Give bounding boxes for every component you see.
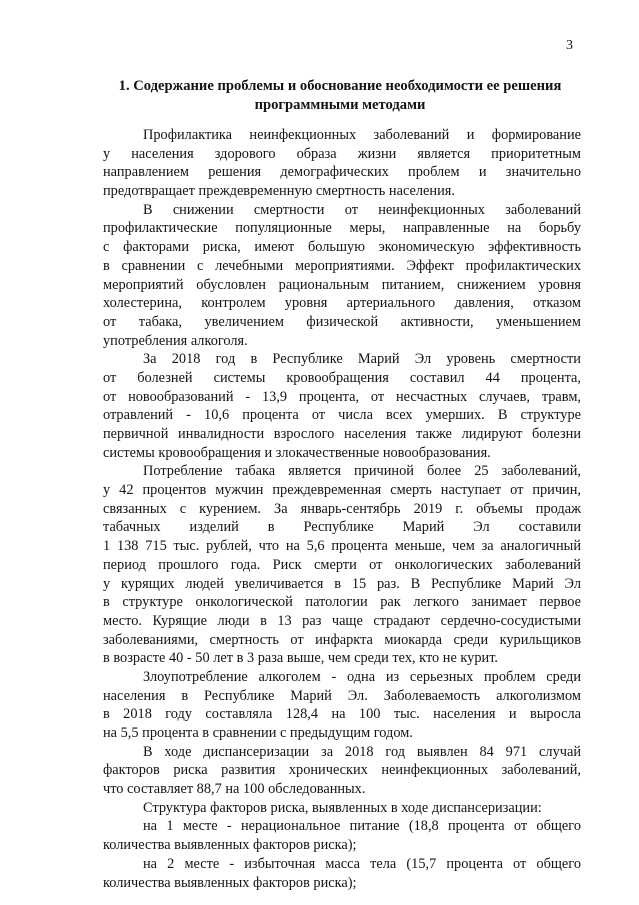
text-line: количества выявленных факторов риска); <box>103 874 357 891</box>
text-line: у 42 процентов мужчин преждевременная смерть наступает от причин, <box>103 482 581 499</box>
text-line: заболеваниями, смертность от инфаркта миокарда среди курильщиков <box>103 631 581 648</box>
text-line: употребления алкоголя. <box>103 332 248 349</box>
text-line: от табака, увеличением физической активности, уменьшением <box>103 313 581 330</box>
text-line: направлением решения демографических проблем и значительно <box>103 164 581 181</box>
text-line: в 2018 году составляла 128,4 на 100 тыс. населения и выросла <box>103 706 581 723</box>
section-title-line: программными методами <box>254 97 426 113</box>
text-line: системы кровообращения и злокачественные новообразования. <box>103 444 491 461</box>
text-line: Потребление табака является причиной более 25 заболеваний, <box>143 463 581 480</box>
text-line: в сравнении с лечебными мероприятиями. Эффект профилактических <box>103 257 581 274</box>
text-line: табачных изделий в Республике Марий Эл составили <box>103 519 581 536</box>
text-line: на 2 месте - избыточная масса тела (15,7 процента от общего <box>143 855 581 872</box>
text-line: холестерина, контролем уровня артериального давления, отказом <box>103 295 581 312</box>
text-line: у населения здорового образа жизни является приоритетным <box>103 145 581 162</box>
text-line: на 1 месте - нерациональное питание (18,8 процента от общего <box>143 818 581 835</box>
text-line: первичной инвалидности взрослого населения также лидируют болезни <box>103 426 581 442</box>
section-title <box>60 77 620 115</box>
text-line: За 2018 год в Республике Марий Эл уровень смертности <box>143 351 581 368</box>
text-line: что составляет 88,7 на 100 обследованных. <box>103 781 366 798</box>
page-number: 3 <box>566 38 573 53</box>
text-line: Структура факторов риска, выявленных в ходе диспансеризации: <box>143 799 542 816</box>
text-line: место. Курящие люди в 13 раз чаще страдают сердечно-сосудистыми <box>103 612 581 629</box>
text-line: связанных с курением. За январь-сентябрь 2019 г. объемы продаж <box>103 500 581 517</box>
body-text <box>103 126 581 892</box>
text-line: от болезней системы кровообращения составил 44 процента, <box>103 369 581 386</box>
text-line: на 5,5 процента в сравнении с предыдущим годом. <box>103 725 413 741</box>
text-line: населения в Республике Марий Эл. Заболеваемость алкоголизмом <box>103 687 581 704</box>
text-line: предотвращает преждевременную смертность населения. <box>103 183 455 200</box>
section-title-line: 1. Содержание проблемы и обоснование необходимости ее решения <box>118 78 562 94</box>
text-line: период прошлого года. Риск смерти от онкологических заболеваний <box>103 556 581 573</box>
text-line: факторов риска развития хронических неинфекционных заболеваний, <box>103 762 581 779</box>
text-line: Профилактика неинфекционных заболеваний и формирование <box>143 127 581 143</box>
text-line: от новообразований - 13,9 процента, от несчастных случаев, травм, <box>103 388 581 405</box>
text-line: у курящих людей увеличивается в 15 раз. В Республике Марий Эл <box>103 575 581 592</box>
text-line: Злоупотребление алкоголем - одна из серьезных проблем среди <box>143 668 581 685</box>
text-line: с факторами риска, имеют большую экономическую эффективность <box>103 239 581 256</box>
text-line: 1 138 715 тыс. рублей, что на 5,6 процента меньше, чем за аналогичный <box>103 538 581 555</box>
text-line: в возрасте 40 - 50 лет в 3 раза выше, чем среди тех, кто не курит. <box>103 650 498 667</box>
text-line: в структуре онкологической патологии рак легкого занимает первое <box>103 594 581 611</box>
text-line: мероприятий обусловлен рациональным питанием, снижением уровня <box>103 276 581 293</box>
text-line: отравлений - 10,6 процента от числа всех умерших. В структуре <box>103 407 581 424</box>
text-line: В снижении смертности от неинфекционных заболеваний <box>143 201 581 218</box>
text-line: профилактические популяционные меры, направленные на борьбу <box>103 220 581 237</box>
text-line: количества выявленных факторов риска); <box>103 837 357 854</box>
text-line: В ходе диспансеризации за 2018 год выявлен 84 971 случай <box>143 743 581 760</box>
